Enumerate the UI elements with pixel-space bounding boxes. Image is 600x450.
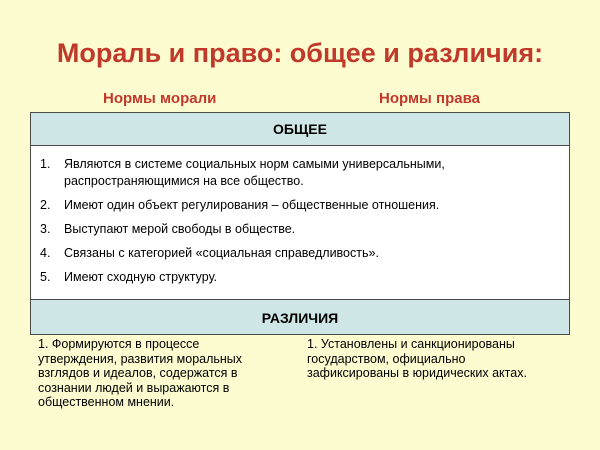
list-item xyxy=(40,197,560,214)
common-header: ОБЩЕЕ xyxy=(30,112,570,146)
slide-title: Мораль и право: общее и различия: xyxy=(56,38,544,68)
column-header-law: Нормы права xyxy=(379,90,480,107)
item-number: 5. xyxy=(40,270,51,284)
item-number: 3. xyxy=(40,222,51,236)
common-list xyxy=(40,156,560,293)
law-difference-text: 1. Установлены и санкционированы государством, официально зафиксированы в юридических актах. xyxy=(307,337,527,380)
item-text: Выступают мерой свободы в обществе. xyxy=(64,222,296,236)
list-item xyxy=(40,245,560,262)
item-text: Связаны с категорией «социальная справедливость». xyxy=(64,246,379,260)
item-number: 1. xyxy=(40,157,51,171)
item-number: 2. xyxy=(40,198,51,212)
list-item xyxy=(40,221,560,238)
morality-difference-text: 1. Формируются в процессе утверждения, развития моральных взглядов и идеалов, содержатся в сознании людей и выражаются в общественном мнении. xyxy=(38,337,243,409)
column-header-morality: Нормы морали xyxy=(103,90,217,107)
list-item xyxy=(40,156,560,190)
differences-header: РАЗЛИЧИЯ xyxy=(30,299,570,335)
item-text: Имеют сходную структуру. xyxy=(64,270,218,284)
item-text: Имеют один объект регулирования – общественные отношения. xyxy=(64,198,440,212)
item-text: Являются в системе социальных норм самыми универсальными, распространяющимися на все общество. xyxy=(64,157,445,188)
item-number: 4. xyxy=(40,246,51,260)
list-item xyxy=(40,269,560,286)
